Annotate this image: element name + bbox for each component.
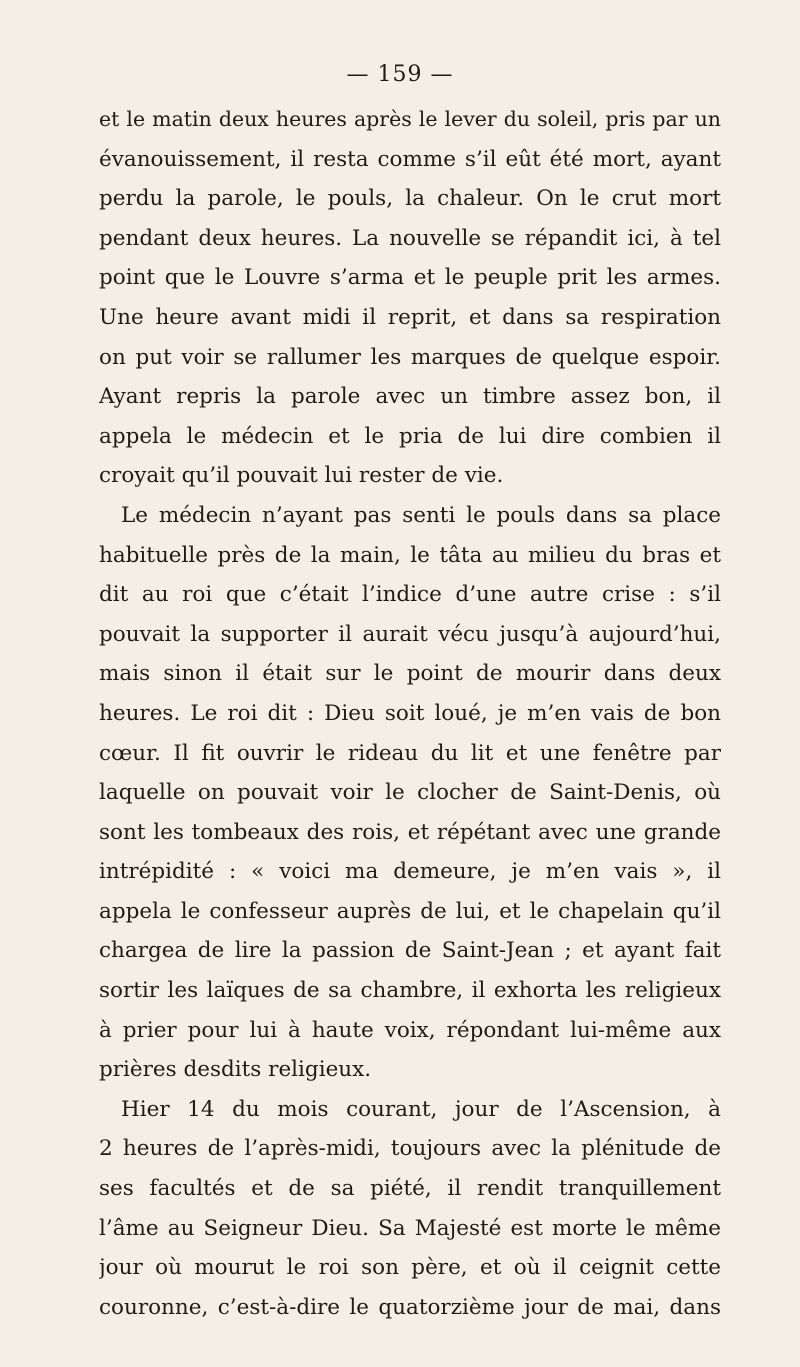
- text-line: mais sinon il était sur le point de mourir dans deux: [99, 661, 721, 687]
- body-text: [99, 100, 721, 1327]
- page-number: — 159 —: [346, 62, 454, 87]
- text-line: Le médecin n’ayant pas senti le pouls dans sa place: [121, 502, 721, 528]
- text-line: laquelle on pouvait voir le clocher de Saint-Denis, où: [99, 780, 721, 806]
- text-line: Ayant repris la parole avec un timbre assez bon, il: [99, 384, 721, 410]
- text-line: perdu la parole, le pouls, la chaleur. On le crut mort: [99, 186, 721, 212]
- text-line: prières desdits religieux.: [99, 1057, 372, 1083]
- text-line: habituelle près de la main, le tâta au milieu du bras et: [99, 542, 721, 568]
- text-line: intrépidité : « voici ma demeure, je m’en vais », il: [99, 859, 721, 885]
- text-line: chargea de lire la passion de Saint-Jean ; et ayant fait: [99, 938, 721, 964]
- text-line: heures. Le roi dit : Dieu soit loué, je m’en vais de bon: [99, 700, 721, 726]
- text-line: croyait qu’il pouvait lui rester de vie.: [99, 463, 504, 489]
- text-line: dit au roi que c’était l’indice d’une autre crise : s’il: [99, 582, 721, 608]
- text-line: Hier 14 du mois courant, jour de l’Ascension, à: [121, 1096, 721, 1122]
- text-line: appela le confesseur auprès de lui, et le chapelain qu’il: [99, 898, 721, 924]
- text-line: sont les tombeaux des rois, et répétant avec une grande: [99, 819, 721, 845]
- text-line: pendant deux heures. La nouvelle se répandit ici, à tel: [99, 225, 721, 251]
- text-line: pouvait la supporter il aurait vécu jusqu’à aujourd’hui,: [99, 621, 721, 647]
- text-line: ses facultés et de sa piété, il rendit tranquillement: [99, 1176, 721, 1202]
- text-line: 2 heures de l’après-midi, toujours avec la plénitude de: [99, 1136, 721, 1162]
- text-line: l’âme au Seigneur Dieu. Sa Majesté est morte le même: [99, 1215, 721, 1241]
- text-line: Une heure avant midi il reprit, et dans sa respiration: [99, 304, 721, 330]
- text-line: point que le Louvre s’arma et le peuple prit les armes.: [99, 265, 721, 291]
- text-line: on put voir se rallumer les marques de quelque espoir.: [99, 344, 721, 370]
- text-line: à prier pour lui à haute voix, répondant lui-même aux: [99, 1017, 721, 1043]
- text-line: appela le médecin et le pria de lui dire combien il: [99, 423, 721, 449]
- text-line: jour où mourut le roi son père, et où il ceignit cette: [99, 1255, 721, 1281]
- text-line: évanouissement, il resta comme s’il eût été mort, ayant: [99, 146, 721, 172]
- text-line: et le matin deux heures après le lever du soleil, pris par un: [99, 107, 721, 131]
- text-line: cœur. Il fit ouvrir le rideau du lit et une fenêtre par: [99, 740, 721, 766]
- text-line: couronne, c’est-à-dire le quatorzième jour de mai, dans: [99, 1294, 721, 1320]
- text-line: sortir les laïques de sa chambre, il exhorta les religieux: [99, 978, 721, 1004]
